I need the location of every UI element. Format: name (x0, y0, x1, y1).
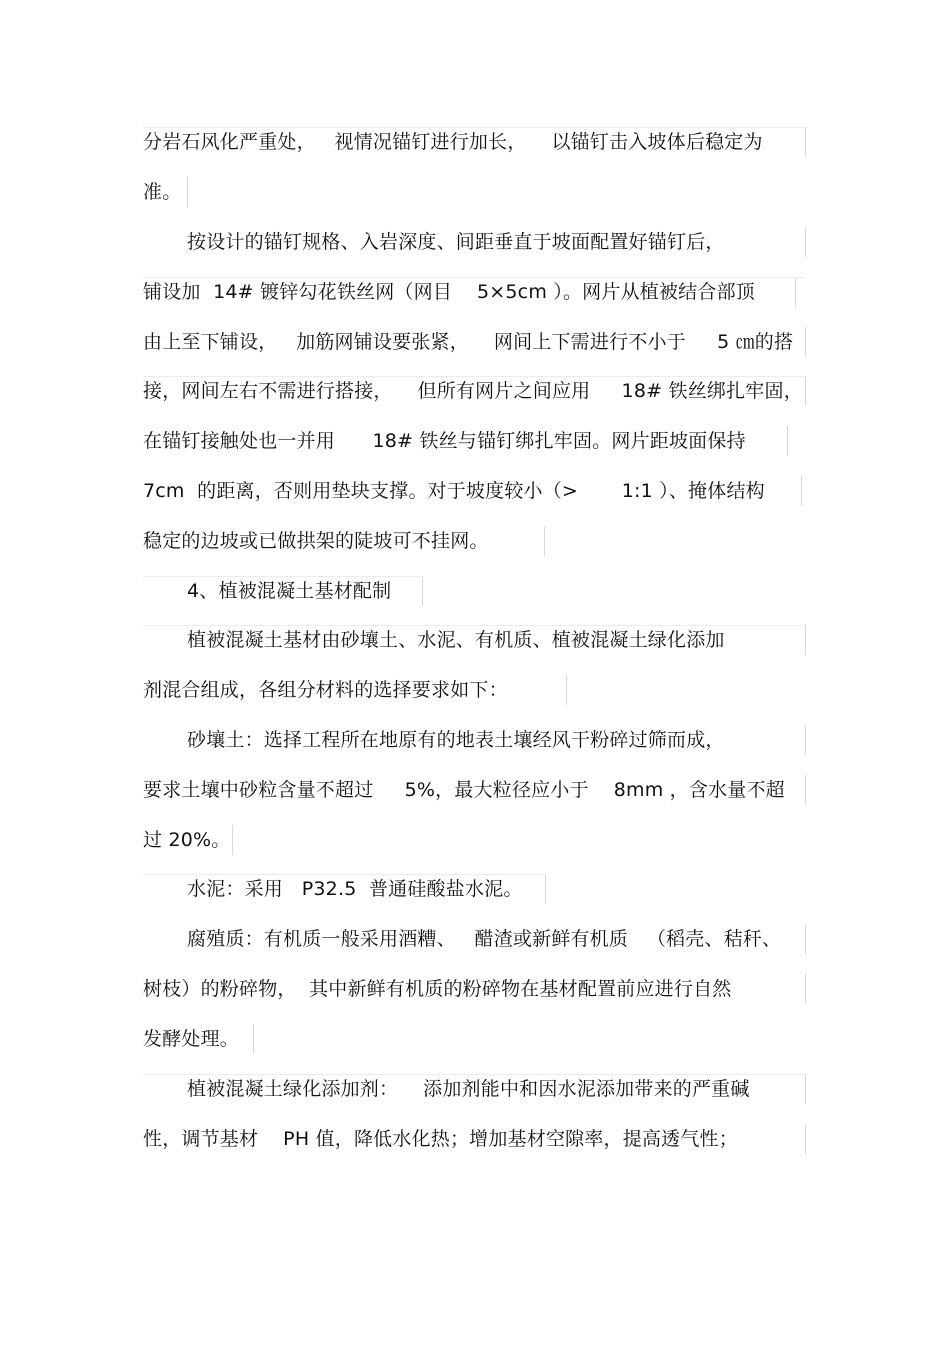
line-end-rule (805, 1124, 806, 1154)
hairline (143, 576, 423, 577)
hairline (143, 1074, 805, 1075)
section-heading: 4、植被混凝土基材配制 (187, 580, 392, 602)
line-end-rule (805, 725, 806, 755)
line-end-rule (187, 177, 188, 207)
text-line-7: 在锚钉接触处也一并用 18# 铁丝与锚钉绑扎牢固。网片距坡面保持 (143, 430, 746, 452)
line-end-rule (795, 277, 796, 307)
text-line-15: 过 20%。 (143, 829, 231, 851)
hairline (143, 127, 805, 128)
hairline (143, 277, 805, 278)
text-line-1: 分岩石风化严重处， 视情况锚钉进行加长， 以锚钉击入坡体后稳定为 (143, 131, 763, 153)
text-line-11: 植被混凝土基材由砂壤土、水泥、有机质、植被混凝土绿化添加 (187, 629, 725, 651)
line-end-rule (805, 974, 806, 1004)
text-line-17: 腐殖质：有机质一般采用酒糟、 醋渣或新鲜有机质 （稻壳、秸秆、 (187, 928, 782, 950)
line-end-rule (232, 825, 233, 855)
line-end-rule (801, 476, 802, 506)
text-line-6: 接，网间左右不需进行搭接， 但所有网片之间应用 18# 铁丝绑扎牢固， (143, 380, 803, 402)
line-end-rule (805, 1074, 806, 1104)
line-end-rule (805, 625, 806, 655)
line-end-rule (805, 376, 806, 406)
text-line-12: 剂混合组成，各组分材料的选择要求如下： (143, 679, 508, 701)
text-line-2: 准。 (143, 181, 182, 203)
line-end-rule (787, 426, 788, 456)
hairline (143, 874, 545, 875)
hairline (143, 376, 805, 377)
text-line-21: 性，调节基材 PH 值，降低水化热；增加基材空隙率，提高透气性； (143, 1128, 738, 1150)
text-line-9: 稳定的边坡或已做拱架的陡坡可不挂网。 (143, 530, 489, 552)
text-line-18: 树枝）的粉碎物， 其中新鲜有机质的粉碎物在基材配置前应进行自然 (143, 978, 732, 1000)
text-line-3: 按设计的锚钉规格、入岩深度、间距垂直于坡面配置好锚钉后， (187, 231, 725, 253)
line-end-rule (253, 1024, 254, 1054)
text-line-8: 7cm 的距离，否则用垫块支撑。对于坡度较小（> 1:1 ）、掩体结构 (143, 480, 765, 502)
line-end-rule (566, 675, 567, 705)
text-line-20: 植被混凝土绿化添加剂： 添加剂能中和因水泥添加带来的严重碱 (187, 1078, 750, 1100)
line-end-rule (805, 127, 806, 157)
text-line-5: 由上至下铺设， 加筋网铺设要张紧， 网间上下需进行不小于 5 ㎝的搭 (143, 331, 794, 353)
line-end-rule (422, 576, 423, 606)
hairline (143, 625, 805, 626)
text-line-19: 发酵处理。 (143, 1028, 240, 1050)
text-line-13: 砂壤土：选择工程所在地原有的地表土壤经风干粉碎过筛而成， (187, 729, 725, 751)
line-end-rule (805, 327, 806, 357)
line-end-rule (805, 227, 806, 257)
line-end-rule (805, 775, 806, 805)
line-end-rule (544, 526, 545, 556)
line-end-rule (805, 924, 806, 954)
text-line-16: 水泥：采用 P32.5 普通硅酸盐水泥。 (187, 878, 523, 900)
text-line-4: 铺设加 14# 镀锌勾花铁丝网（网目 5×5cm ）。网片从植被结合部顶 (143, 281, 755, 303)
line-end-rule (545, 874, 546, 904)
text-line-14: 要求土壤中砂粒含量不超过 5%，最大粒径应小于 8mm ，含水量不超 (143, 779, 785, 801)
